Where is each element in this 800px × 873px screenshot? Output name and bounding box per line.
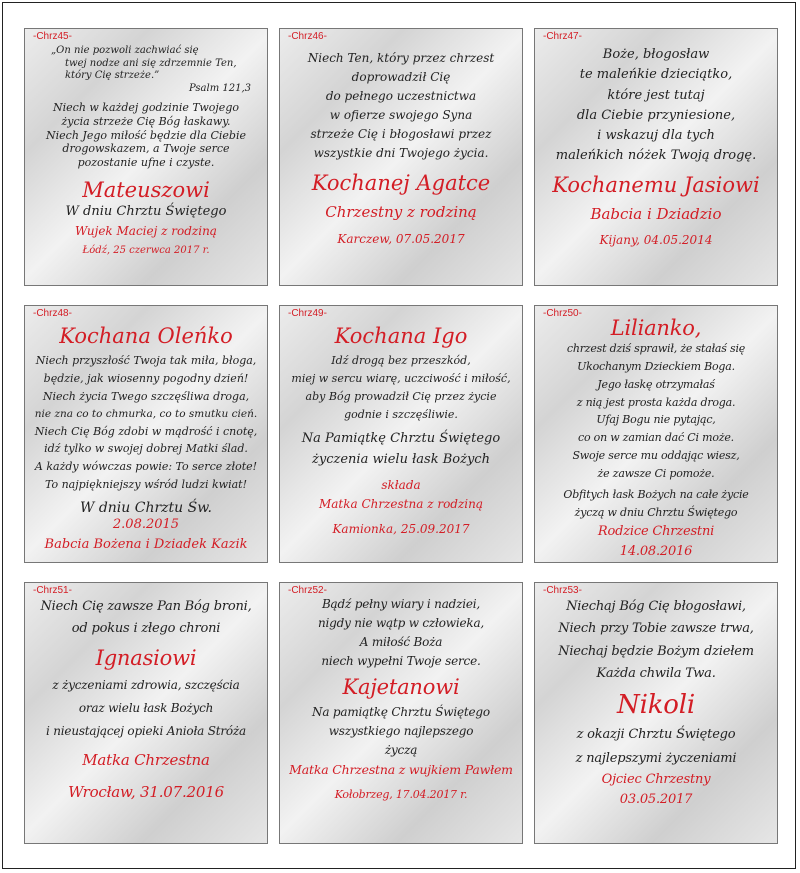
wish-line: i nieustającej opieki Anioła Stróża	[46, 723, 246, 738]
plaque-chrz45	[24, 28, 268, 286]
recipient-name: Mateuszowi	[82, 177, 210, 202]
occasion: Na Pamiątkę Chrztu Świętego	[301, 431, 501, 447]
text-line: Niech Cię zawsze Pan Bóg broni,	[40, 599, 252, 614]
date-line: 2.08.2015	[112, 517, 180, 533]
text-line: Niech Ten, który przez chrzest	[307, 51, 495, 65]
text-line: nie zna co to chmurka, co to smutku cień.	[34, 407, 258, 420]
plaque-code: -Chrz48-	[33, 308, 72, 319]
plaque-chrz52	[279, 582, 523, 844]
date-line: Wrocław, 31.07.2016	[68, 783, 224, 802]
text-line: z nią jest prosta każda droga.	[576, 395, 736, 409]
text-line: Ufaj Bogu nie pytając,	[596, 413, 716, 427]
wish-line: Obfitych łask Bożych na całe życie	[563, 488, 749, 502]
wish-line: z okazji Chrztu Świętego	[576, 727, 736, 743]
text-line: co on w zamian dać Ci może.	[578, 431, 734, 445]
text-line: będzie, jak wiosenny pogodny dzień!	[43, 372, 249, 386]
from-line: Chrzestny z rodziną	[325, 203, 477, 222]
date-line: Kijany, 04.05.2014	[599, 233, 713, 248]
text-line: do pełnego uczestnictwa	[325, 89, 477, 103]
text-line: wszystkie dni Twojego życia.	[313, 146, 489, 160]
text-line: które jest tutaj	[607, 87, 705, 103]
verse-line: twej nodze ani się zdrzemnie Ten,	[65, 57, 237, 69]
text-line: Niech w każdej godzinie Twojego	[53, 101, 239, 114]
recipient-name: Lilianko,	[610, 316, 702, 340]
plaque-code: -Chrz53-	[543, 585, 582, 596]
plaque-code: -Chrz51-	[33, 585, 72, 596]
plaque-code: -Chrz45-	[33, 31, 72, 42]
text-line: Idź drogą bez przeszkód,	[331, 354, 471, 368]
text-line: nigdy nie wątp w człowieka,	[317, 616, 485, 630]
from-line: Rodzice Chrzestni	[597, 523, 715, 539]
wish-line: życzą	[384, 743, 418, 758]
text-line: Niechaj będzie Bożym dziełem	[558, 643, 754, 659]
wish-line: Na pamiątkę Chrztu Świętego	[312, 705, 490, 720]
plaque-chrz53	[534, 582, 778, 844]
text-line: A miłość Boża	[359, 635, 443, 649]
occasion: W dniu Chrztu Świętego	[65, 204, 227, 220]
text-line: maleńkich nóżek Twoją drogę.	[555, 148, 757, 164]
verse-line: który Cię strzeże.”	[65, 70, 160, 81]
date-line: Kołobrzeg, 17.04.2017 r.	[334, 787, 468, 801]
recipient-name: Kochana Igo	[334, 324, 468, 348]
plaque-chrz46	[279, 28, 523, 286]
from-line: Babcia i Dziadzio	[590, 204, 722, 223]
wish-line: życzą w dniu Chrztu Świętego	[574, 506, 738, 520]
from-line: Ojciec Chrzestny	[601, 771, 711, 787]
text-line: w ofierze swojego Syna	[329, 108, 473, 122]
text-line: Niech przyszłość Twoja tak miła, błoga,	[35, 354, 257, 368]
verse-line: „On nie pozwoli zachwiać się	[51, 45, 199, 56]
text-line: miej w sercu wiarę, uczciwość i miłość,	[291, 372, 511, 386]
text-line: idź tylko w swojej dobrej Matki ślad.	[44, 442, 248, 456]
text-line: To najpiękniejszy wśród ludzi kwiat!	[45, 477, 247, 491]
text-line: Boże, błogosław	[602, 47, 710, 62]
text-line: chrzest dziś sprawił, że stałaś się	[566, 342, 746, 356]
plaque-chrz51	[24, 582, 268, 844]
text-line: że zawsze Ci pomoże.	[597, 466, 715, 480]
wish-line: z życzeniami zdrowia, szczęścia	[52, 677, 240, 692]
text-line: aby Bóg prowadził Cię przez życie	[305, 389, 497, 403]
plaque-chrz48	[24, 305, 268, 563]
text-line: godnie i szczęśliwie.	[344, 407, 458, 421]
plaque-code: -Chrz50-	[543, 308, 582, 319]
plaque-chrz47	[534, 28, 778, 286]
recipient-name: Kochana Oleńko	[59, 324, 233, 348]
text-line: Ukochanym Dzieckiem Boga.	[577, 360, 735, 374]
plaque-chrz50	[534, 305, 778, 563]
wish-line: z najlepszymi życzeniami	[575, 751, 737, 767]
text-line: doprowadził Cię	[351, 70, 451, 84]
text-line: dla Ciebie przyniesione,	[576, 107, 736, 123]
from-line: składa	[381, 477, 421, 492]
wish-line: oraz wielu łask Bożych	[78, 700, 214, 715]
text-line: Niech Jego miłość będzie dla Ciebie	[46, 128, 246, 142]
occasion: życzenia wielu łask Bożych	[312, 451, 490, 467]
text-line: A każdy wówczas powie: To serce złote!	[34, 460, 258, 474]
occasion: W dniu Chrztu Św.	[79, 499, 212, 516]
date-line: Łódź, 25 czerwca 2017 r.	[82, 245, 210, 257]
date-line: 03.05.2017	[619, 791, 693, 807]
text-line: te maleńkie dzieciątko,	[579, 67, 733, 83]
plaque-code: -Chrz52-	[288, 585, 327, 596]
psalm-reference: Psalm 121,3	[188, 82, 251, 94]
text-line: i wskazuj dla tych	[597, 128, 715, 143]
text-line: Każda chwila Twa.	[596, 665, 716, 681]
from-line: Wujek Maciej z rodziną	[75, 224, 217, 239]
text-line: drogowskazem, a Twoje serce	[62, 142, 230, 156]
plaque-code: -Chrz47-	[543, 31, 582, 42]
text-line: niech wypełni Twoje serce.	[321, 654, 481, 668]
date-line: Kamionka, 25.09.2017	[332, 521, 470, 536]
from-line: Matka Chrzestna z rodziną	[318, 496, 484, 511]
from-line: Babcia Bożena i Dziadek Kazik	[44, 537, 248, 553]
recipient-name: Ignasiowi	[95, 645, 197, 670]
text-line: Niech przy Tobie zawsze trwa,	[558, 621, 754, 637]
text-line: od pokus i złego chroni	[71, 621, 221, 637]
plaque-code: -Chrz49-	[288, 308, 327, 319]
wish-line: wszystkiego najlepszego	[328, 724, 474, 739]
date-line: Karczew, 07.05.2017	[337, 231, 465, 246]
text-line: Niechaj Bóg Cię błogosławi,	[566, 599, 746, 614]
text-line: Niech Cię Bóg zdobi w mądrość i cnotę,	[34, 424, 258, 438]
text-line: strzeże Cię i błogosławi przez	[310, 127, 492, 141]
text-line: Niech życia Twego szczęśliwa droga,	[42, 389, 250, 403]
recipient-name: Kajetanowi	[342, 675, 460, 699]
recipient-name: Nikoli	[617, 690, 695, 720]
plaque-chrz49	[279, 305, 523, 563]
plaque-code: -Chrz46-	[288, 31, 327, 42]
text-line: Bądź pełny wiary i nadziei,	[321, 597, 481, 611]
text-line: Swoje serce mu oddając wiesz,	[572, 448, 740, 462]
text-line: Jego łaskę otrzymałaś	[597, 377, 715, 391]
text-line: życia strzeże Cię Bóg łaskawy.	[61, 114, 231, 128]
from-line: Matka Chrzestna z wujkiem Pawłem	[289, 762, 513, 778]
recipient-name: Kochanemu Jasiowi	[552, 172, 760, 197]
text-line: pozostanie ufne i czyste.	[77, 156, 215, 169]
recipient-name: Kochanej Agatce	[311, 171, 491, 195]
date-line: 14.08.2016	[619, 544, 693, 560]
from-line: Matka Chrzestna	[82, 750, 210, 769]
